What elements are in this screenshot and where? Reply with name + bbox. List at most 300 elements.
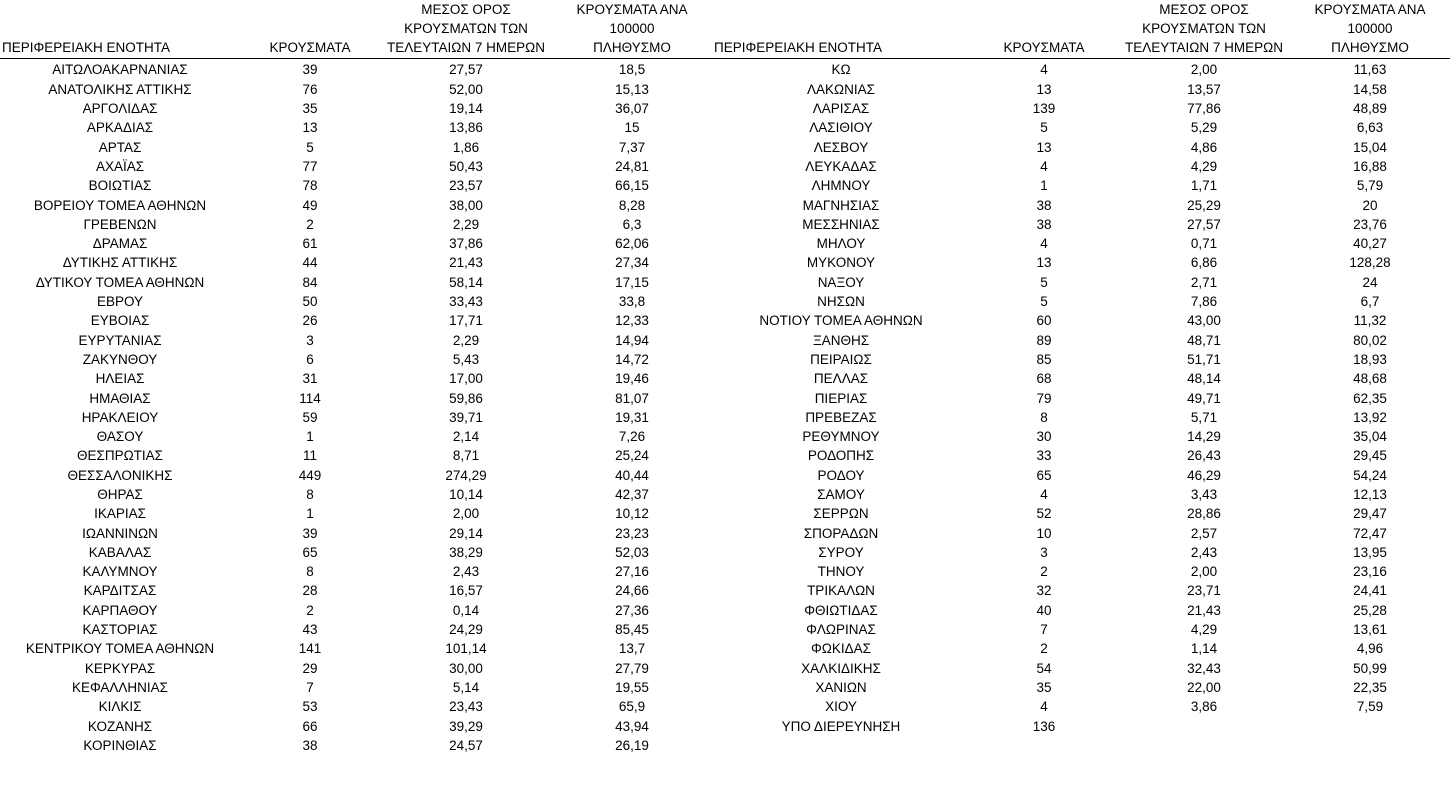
cell-cases: 28 xyxy=(302,583,318,599)
table-row xyxy=(0,350,712,369)
cell-region: ΛΕΥΚΑΔΑΣ xyxy=(805,158,877,174)
cell-7day-average: 25,29 xyxy=(1187,197,1221,213)
cell-cases: 26 xyxy=(302,313,318,329)
cell-per-100000: 27,79 xyxy=(615,660,649,676)
table-row xyxy=(0,466,712,485)
cell-region: ΛΑΣΙΘΙΟΥ xyxy=(809,120,873,136)
cell-cases: 6 xyxy=(306,351,314,367)
cell-7day-average: 2,29 xyxy=(452,332,480,348)
table-row xyxy=(712,408,1450,427)
cell-7day-average: 2,43 xyxy=(1190,544,1218,560)
cell-per-100000: 6,7 xyxy=(1360,294,1380,310)
table-row xyxy=(712,581,1450,600)
table-row xyxy=(0,273,712,292)
cell-per-100000: 36,07 xyxy=(615,101,649,117)
cell-cases: 43 xyxy=(302,622,318,638)
cell-7day-average: 21,43 xyxy=(449,255,483,271)
cell-region: ΑΡΤΑΣ xyxy=(98,139,142,155)
cell-per-100000: 33,8 xyxy=(618,294,646,310)
cell-per-100000: 14,94 xyxy=(615,332,649,348)
cell-7day-average xyxy=(1118,717,1290,736)
cell-7day-average: 23,57 xyxy=(449,178,483,194)
column-header-7day-average: ΜΕΣΟΣ ΟΡΟΣ ΚΡΟΥΣΜΑΤΩΝ ΤΩΝ ΤΕΛΕΥΤΑΙΩΝ 7 ΗΜΕΡΩΝ xyxy=(380,0,552,59)
table-row xyxy=(712,118,1450,137)
cell-per-100000: 11,32 xyxy=(1353,313,1387,329)
cell-cases: 38 xyxy=(302,737,318,753)
table-row xyxy=(712,311,1450,330)
cell-7day-average: 19,14 xyxy=(449,101,483,117)
column-header-per-100000: ΚΡΟΥΣΜΑΤΑ ΑΝΑ 100000 ΠΛΗΘΥΣΜΟ xyxy=(552,0,712,59)
table-row xyxy=(712,196,1450,215)
cell-per-100000: 19,55 xyxy=(615,679,649,695)
table-row xyxy=(0,562,712,581)
cell-cases: 3 xyxy=(306,332,314,348)
table-row xyxy=(0,697,712,716)
cell-7day-average: 3,86 xyxy=(1190,699,1218,715)
table-row xyxy=(0,292,712,311)
cell-region: ΠΙΕΡΙΑΣ xyxy=(814,390,868,406)
cell-region: ΙΚΑΡΙΑΣ xyxy=(94,506,146,522)
cell-per-100000: 6,3 xyxy=(622,216,642,232)
cell-per-100000: 18,5 xyxy=(618,62,646,78)
cell-region: ΜΗΛΟΥ xyxy=(816,236,866,252)
cell-per-100000: 19,31 xyxy=(615,409,649,425)
cell-region: ΣΠΟΡΑΔΩΝ xyxy=(803,525,879,541)
column-header-cases: ΚΡΟΥΣΜΑΤΑ xyxy=(240,0,380,59)
cell-cases: 79 xyxy=(1036,390,1052,406)
table-row xyxy=(0,389,712,408)
cell-per-100000: 13,95 xyxy=(1353,544,1387,560)
cell-per-100000: 62,35 xyxy=(1353,390,1387,406)
cell-per-100000: 66,15 xyxy=(615,178,649,194)
cell-region: ΕΒΡΟΥ xyxy=(96,294,144,310)
cell-7day-average: 2,00 xyxy=(1190,62,1218,78)
cell-per-100000: 27,34 xyxy=(615,255,649,271)
cell-7day-average: 77,86 xyxy=(1187,101,1221,117)
table-row xyxy=(0,408,712,427)
cell-per-100000: 11,63 xyxy=(1353,62,1387,78)
column-header-cases: ΚΡΟΥΣΜΑΤΑ xyxy=(970,0,1118,59)
table-row xyxy=(0,234,712,253)
cell-7day-average: 28,86 xyxy=(1187,506,1221,522)
cell-7day-average: 8,71 xyxy=(452,448,480,464)
table-row xyxy=(0,59,712,80)
cell-per-100000: 26,19 xyxy=(615,737,649,753)
table-row xyxy=(712,292,1450,311)
cell-7day-average: 4,86 xyxy=(1190,139,1218,155)
cell-cases: 85 xyxy=(1036,351,1052,367)
cell-per-100000: 40,27 xyxy=(1353,236,1387,252)
cell-cases: 7 xyxy=(306,679,314,695)
table-header-right xyxy=(712,0,1450,59)
cell-region: ΝΟΤΙΟΥ ΤΟΜΕΑ ΑΘΗΝΩΝ xyxy=(759,313,923,329)
cell-per-100000: 81,07 xyxy=(615,390,649,406)
cell-7day-average: 2,57 xyxy=(1190,525,1218,541)
cell-cases: 4 xyxy=(1040,158,1048,174)
cell-7day-average: 29,14 xyxy=(449,525,483,541)
cell-cases: 30 xyxy=(1036,429,1052,445)
cell-7day-average: 58,14 xyxy=(449,274,483,290)
table-row xyxy=(712,215,1450,234)
cell-region: ΡΕΘΥΜΝΟΥ xyxy=(802,429,880,445)
cell-7day-average: 39,71 xyxy=(449,409,483,425)
cell-7day-average: 5,43 xyxy=(452,351,480,367)
cell-cases: 8 xyxy=(1040,409,1048,425)
cell-region: ΚΕΡΚΥΡΑΣ xyxy=(84,660,156,676)
cell-cases: 3 xyxy=(1040,544,1048,560)
cell-7day-average: 6,86 xyxy=(1190,255,1218,271)
cell-cases: 13 xyxy=(302,120,318,136)
cell-7day-average: 1,71 xyxy=(1190,178,1218,194)
table-row xyxy=(0,331,712,350)
cell-7day-average: 7,86 xyxy=(1190,294,1218,310)
cell-cases: 77 xyxy=(302,158,318,174)
table-row xyxy=(712,253,1450,272)
cell-per-100000: 19,46 xyxy=(615,371,649,387)
cell-per-100000: 48,89 xyxy=(1353,101,1387,117)
cell-region: ΡΟΔΟΥ xyxy=(817,467,865,483)
cell-region: ΚΙΛΚΙΣ xyxy=(98,699,142,715)
table-row xyxy=(712,59,1450,80)
cell-region: ΧΙΟΥ xyxy=(825,699,857,715)
cell-region: ΛΕΣΒΟΥ xyxy=(813,139,869,155)
table-row xyxy=(0,504,712,523)
cell-region: ΘΕΣΠΡΩΤΙΑΣ xyxy=(76,448,164,464)
cell-7day-average: 13,57 xyxy=(1187,81,1221,97)
table-row xyxy=(712,157,1450,176)
cell-cases: 52 xyxy=(1036,506,1052,522)
cell-per-100000: 6,63 xyxy=(1356,120,1384,136)
table-row xyxy=(712,717,1450,736)
cell-region: ΝΑΞΟΥ xyxy=(817,274,865,290)
cell-cases: 2 xyxy=(306,216,314,232)
cell-per-100000: 25,24 xyxy=(615,448,649,464)
cell-cases: 50 xyxy=(302,294,318,310)
table-row xyxy=(712,504,1450,523)
table-row xyxy=(0,427,712,446)
cell-cases: 1 xyxy=(1040,178,1048,194)
cell-region: ΚΑΣΤΟΡΙΑΣ xyxy=(82,622,158,638)
cell-7day-average: 38,29 xyxy=(449,544,483,560)
table-row xyxy=(0,118,712,137)
table-body-left xyxy=(0,59,712,755)
cell-region: ΜΑΓΝΗΣΙΑΣ xyxy=(802,197,880,213)
cell-cases: 53 xyxy=(302,699,318,715)
cell-cases: 141 xyxy=(298,641,322,657)
table-row xyxy=(712,543,1450,562)
cell-7day-average: 0,71 xyxy=(1190,236,1218,252)
cell-per-100000: 22,35 xyxy=(1353,679,1387,695)
cell-7day-average: 1,14 xyxy=(1190,641,1218,657)
table-row xyxy=(712,80,1450,99)
cell-per-100000: 23,76 xyxy=(1353,216,1387,232)
cell-cases: 1 xyxy=(306,429,314,445)
cell-7day-average: 5,29 xyxy=(1190,120,1218,136)
cell-7day-average: 24,29 xyxy=(449,622,483,638)
cell-region: ΣΥΡΟΥ xyxy=(818,544,864,560)
cell-per-100000: 17,15 xyxy=(615,274,649,290)
cell-per-100000: 23,23 xyxy=(615,525,649,541)
cell-7day-average: 16,57 xyxy=(449,583,483,599)
cell-cases: 60 xyxy=(1036,313,1052,329)
cell-per-100000: 7,59 xyxy=(1356,699,1384,715)
cell-per-100000: 13,92 xyxy=(1353,409,1387,425)
cell-7day-average: 5,14 xyxy=(452,679,480,695)
cell-7day-average: 32,43 xyxy=(1187,660,1221,676)
table-row xyxy=(712,485,1450,504)
cell-per-100000: 5,79 xyxy=(1356,178,1384,194)
cell-region: ΑΧΑΪΑΣ xyxy=(95,158,145,174)
cell-cases: 65 xyxy=(302,544,318,560)
table-row xyxy=(712,639,1450,658)
cell-per-100000: 24 xyxy=(1362,274,1378,290)
cell-region: ΚΑΡΔΙΤΣΑΣ xyxy=(83,583,157,599)
cell-region: ΤΡΙΚΑΛΩΝ xyxy=(807,583,875,599)
cell-7day-average: 2,00 xyxy=(1190,564,1218,580)
cell-region: ΚΑΡΠΑΘΟΥ xyxy=(82,602,158,618)
cell-cases: 44 xyxy=(302,255,318,271)
cell-7day-average: 24,57 xyxy=(449,737,483,753)
cell-per-100000: 29,45 xyxy=(1353,448,1387,464)
cell-cases: 5 xyxy=(1040,294,1048,310)
table-row xyxy=(712,99,1450,118)
cell-cases: 4 xyxy=(1040,236,1048,252)
cell-region: ΧΑΝΙΩΝ xyxy=(815,679,867,695)
cell-region: ΧΑΛΚΙΔΙΚΗΣ xyxy=(801,660,881,676)
cell-per-100000: 14,72 xyxy=(615,351,649,367)
cell-per-100000: 29,47 xyxy=(1353,506,1387,522)
table-row xyxy=(0,369,712,388)
cell-per-100000: 50,99 xyxy=(1353,660,1387,676)
table-row xyxy=(0,215,712,234)
cell-per-100000: 72,47 xyxy=(1353,525,1387,541)
cell-cases: 76 xyxy=(302,81,318,97)
cell-per-100000: 85,45 xyxy=(615,622,649,638)
cell-per-100000: 40,44 xyxy=(615,467,649,483)
cell-region: ΗΡΑΚΛΕΙΟΥ xyxy=(81,409,159,425)
cell-region: ΑΝΑΤΟΛΙΚΗΣ ΑΤΤΙΚΗΣ xyxy=(48,81,192,97)
cell-cases: 5 xyxy=(306,139,314,155)
cell-7day-average: 2,43 xyxy=(452,564,480,580)
cell-per-100000: 13,7 xyxy=(618,641,646,657)
cell-region: ΚΟΡΙΝΘΙΑΣ xyxy=(83,737,157,753)
cell-region: ΚΑΒΑΛΑΣ xyxy=(88,544,152,560)
cell-cases: 38 xyxy=(1036,216,1052,232)
cell-region: ΑΙΤΩΛΟΑΚΑΡΝΑΝΙΑΣ xyxy=(52,62,188,78)
cell-cases: 2 xyxy=(306,602,314,618)
cell-region: ΙΩΑΝΝΙΝΩΝ xyxy=(82,525,158,541)
table-row xyxy=(712,234,1450,253)
table-row xyxy=(712,697,1450,716)
cell-7day-average: 13,86 xyxy=(449,120,483,136)
cell-region: ΑΡΚΑΔΙΑΣ xyxy=(86,120,154,136)
cell-region: ΕΥΡΥΤΑΝΙΑΣ xyxy=(78,332,162,348)
header-row xyxy=(712,0,1450,59)
table-row xyxy=(712,273,1450,292)
column-header-7day-average: ΜΕΣΟΣ ΟΡΟΣ ΚΡΟΥΣΜΑΤΩΝ ΤΩΝ ΤΕΛΕΥΤΑΙΩΝ 7 ΗΜΕΡΩΝ xyxy=(1118,0,1290,59)
cell-per-100000: 13,61 xyxy=(1353,622,1387,638)
table-row xyxy=(712,466,1450,485)
cell-per-100000: 20 xyxy=(1362,197,1378,213)
cell-cases: 4 xyxy=(1040,62,1048,78)
table-row xyxy=(712,562,1450,581)
cell-cases: 2 xyxy=(1040,564,1048,580)
cell-per-100000: 65,9 xyxy=(618,699,646,715)
cell-region: ΔΥΤΙΚΟΥ ΤΟΜΕΑ ΑΘΗΝΩΝ xyxy=(35,274,205,290)
cell-cases: 35 xyxy=(302,101,318,117)
cell-cases: 49 xyxy=(302,197,318,213)
table-row xyxy=(0,196,712,215)
cell-7day-average: 3,43 xyxy=(1190,487,1218,502)
cell-per-100000: 43,94 xyxy=(615,718,649,734)
column-header-region: ΠΕΡΙΦΕΡΕΙΑΚΗ ΕΝΟΤΗΤΑ xyxy=(712,0,970,59)
cell-per-100000: 24,66 xyxy=(615,583,649,599)
cell-per-100000: 48,68 xyxy=(1353,371,1387,387)
table-row xyxy=(712,524,1450,543)
cell-cases: 4 xyxy=(1040,487,1048,502)
cell-cases: 139 xyxy=(1032,101,1056,117)
cell-7day-average: 10,14 xyxy=(449,487,483,502)
cell-7day-average: 26,43 xyxy=(1187,448,1221,464)
table-row xyxy=(0,99,712,118)
cell-cases: 8 xyxy=(306,564,314,580)
cell-region: ΛΗΜΝΟΥ xyxy=(811,178,871,194)
cell-cases: 114 xyxy=(299,390,321,406)
table-row xyxy=(0,736,712,755)
table-row xyxy=(0,176,712,195)
cell-region: ΒΟΙΩΤΙΑΣ xyxy=(88,178,152,194)
table-row xyxy=(712,138,1450,157)
cell-7day-average: 101,14 xyxy=(445,641,487,657)
table-row xyxy=(0,639,712,658)
cell-cases: 39 xyxy=(302,525,318,541)
cell-7day-average: 52,00 xyxy=(449,81,483,97)
cell-region: ΦΩΚΙΔΑΣ xyxy=(811,641,871,657)
cell-region: ΒΟΡΕΙΟΥ ΤΟΜΕΑ ΑΘΗΝΩΝ xyxy=(33,197,207,213)
cell-per-100000: 24,81 xyxy=(615,158,649,174)
table-row xyxy=(712,601,1450,620)
cell-7day-average: 30,00 xyxy=(449,660,483,676)
cell-region: ΓΡΕΒΕΝΩΝ xyxy=(83,216,157,232)
table-row xyxy=(0,659,712,678)
cell-cases: 33 xyxy=(1036,448,1052,464)
cell-cases: 31 xyxy=(302,371,318,387)
table-row xyxy=(712,678,1450,697)
cell-per-100000: 15,13 xyxy=(615,81,649,97)
cell-cases: 5 xyxy=(1040,274,1048,290)
table-row xyxy=(712,176,1450,195)
table-row xyxy=(0,543,712,562)
column-header-per-100000: ΚΡΟΥΣΜΑΤΑ ΑΝΑ 100000 ΠΛΗΘΥΣΜΟ xyxy=(1290,0,1450,59)
table-row xyxy=(0,138,712,157)
table-row xyxy=(0,524,712,543)
cell-7day-average: 46,29 xyxy=(1187,467,1221,483)
cell-region: ΤΗΝΟΥ xyxy=(817,564,865,580)
cell-per-100000: 25,28 xyxy=(1353,602,1387,618)
cell-cases: 65 xyxy=(1036,467,1052,483)
cell-7day-average: 38,00 xyxy=(449,197,483,213)
cell-cases: 29 xyxy=(302,660,318,676)
header-row xyxy=(0,0,712,59)
cell-7day-average: 274,29 xyxy=(445,467,487,483)
cell-per-100000: 27,36 xyxy=(615,602,649,618)
cell-7day-average: 59,86 xyxy=(449,390,483,406)
regional-cases-table-left xyxy=(0,0,712,755)
cell-cases: 449 xyxy=(298,467,322,483)
cell-7day-average: 27,57 xyxy=(449,62,483,78)
cell-cases: 136 xyxy=(1032,718,1056,734)
cell-region: ΘΗΡΑΣ xyxy=(97,487,143,502)
cell-7day-average: 0,14 xyxy=(452,602,480,618)
cell-cases: 13 xyxy=(1036,255,1052,271)
cell-region: ΛΑΚΩΝΙΑΣ xyxy=(807,81,875,97)
cell-per-100000: 12,13 xyxy=(1353,487,1387,502)
column-header-region: ΠΕΡΙΦΕΡΕΙΑΚΗ ΕΝΟΤΗΤΑ xyxy=(0,0,240,59)
cell-per-100000: 54,24 xyxy=(1353,467,1387,483)
cell-per-100000: 4,96 xyxy=(1356,641,1384,657)
cell-cases: 61 xyxy=(302,236,318,252)
cell-per-100000: 7,37 xyxy=(618,139,646,155)
cell-per-100000: 23,16 xyxy=(1353,564,1387,580)
cell-7day-average: 14,29 xyxy=(1187,429,1221,445)
cell-per-100000: 12,33 xyxy=(615,313,649,329)
cell-cases: 4 xyxy=(1040,699,1048,715)
cell-cases: 40 xyxy=(1036,602,1052,618)
cell-7day-average: 1,86 xyxy=(452,139,480,155)
table-row xyxy=(712,427,1450,446)
cell-per-100000: 15,04 xyxy=(1353,139,1387,155)
cell-cases: 66 xyxy=(302,718,318,734)
cell-cases: 5 xyxy=(1040,120,1048,136)
cell-region: ΡΟΔΟΠΗΣ xyxy=(807,448,875,464)
cell-region: ΠΕΙΡΑΙΩΣ xyxy=(810,351,872,367)
cell-cases: 89 xyxy=(1036,332,1052,348)
table-header-left xyxy=(0,0,712,59)
cell-per-100000: 27,16 xyxy=(615,564,649,580)
cell-cases: 11 xyxy=(302,448,317,464)
table-row xyxy=(0,311,712,330)
cell-region: ΜΕΣΣΗΝΙΑΣ xyxy=(802,216,880,232)
cell-cases: 13 xyxy=(1036,139,1052,155)
cell-region: ΠΡΕΒΕΖΑΣ xyxy=(805,409,877,425)
cell-per-100000: 14,58 xyxy=(1353,81,1387,97)
cell-per-100000 xyxy=(1290,717,1450,736)
cell-7day-average: 48,71 xyxy=(1187,332,1221,348)
cell-per-100000: 18,93 xyxy=(1353,351,1387,367)
cell-7day-average: 23,71 xyxy=(1187,583,1221,599)
cell-region: ΦΛΩΡΙΝΑΣ xyxy=(806,622,876,638)
cell-7day-average: 2,14 xyxy=(452,429,480,445)
cell-7day-average: 33,43 xyxy=(449,294,483,310)
cell-region: ΜΥΚΟΝΟΥ xyxy=(806,255,876,271)
cell-7day-average: 49,71 xyxy=(1187,390,1221,406)
cell-region: ΝΗΣΩΝ xyxy=(817,294,865,310)
table-row xyxy=(712,369,1450,388)
cell-7day-average: 5,71 xyxy=(1190,409,1218,425)
cell-per-100000: 52,03 xyxy=(615,544,649,560)
cell-per-100000: 24,41 xyxy=(1353,583,1387,599)
cell-region: ΔΡΑΜΑΣ xyxy=(92,236,148,252)
cell-region: ΚΕΝΤΡΙΚΟΥ ΤΟΜΕΑ ΑΘΗΝΩΝ xyxy=(25,641,215,657)
cell-7day-average: 50,43 xyxy=(449,158,483,174)
table-row xyxy=(0,446,712,465)
table-row xyxy=(712,331,1450,350)
cell-region: ΑΡΓΟΛΙΔΑΣ xyxy=(82,101,158,117)
cell-per-100000: 8,28 xyxy=(618,197,646,213)
cell-7day-average: 4,29 xyxy=(1190,158,1218,174)
cell-region: ΚΟΖΑΝΗΣ xyxy=(87,718,153,734)
cell-cases: 13 xyxy=(1036,81,1052,97)
